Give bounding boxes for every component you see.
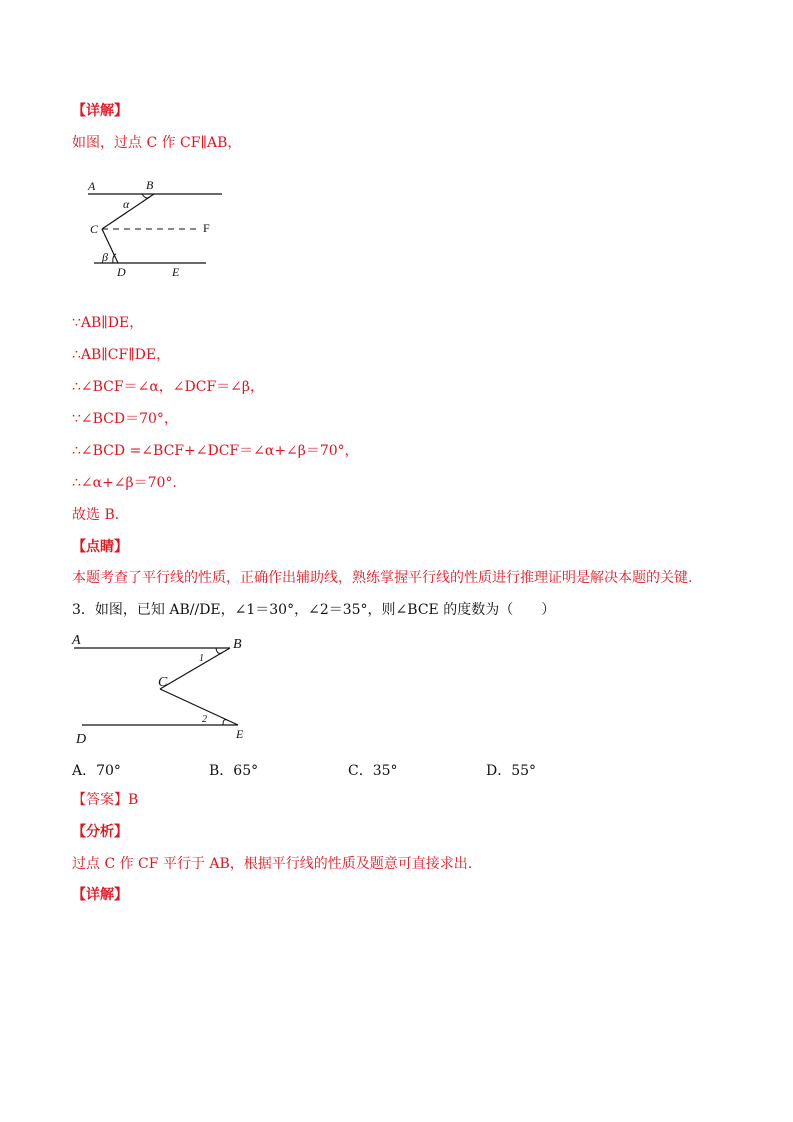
intro-line: 如图，过点 C 作 CF∥AB， [72, 135, 242, 151]
option-c: C．35° [348, 763, 398, 779]
fig2-label-d: D [76, 732, 87, 747]
option-d: D．55° [486, 763, 537, 779]
proof-line-2: ∴AB∥CF∥DE， [72, 347, 171, 363]
fig1-label-alpha: α [123, 197, 130, 211]
proof-line-3: ∴∠BCF＝∠α，∠DCF＝∠β， [72, 379, 265, 395]
option-a: A．70° [72, 763, 121, 779]
fig1-label-a: A [88, 179, 96, 193]
proof-line-5: ∴∠BCD =∠BCF+∠DCF＝∠α+∠β＝70°， [72, 443, 359, 459]
proof-line-6: ∴∠α+∠β＝70°． [72, 475, 187, 491]
analysis-heading: 【分析】 [72, 824, 128, 840]
proof-conclusion: 故选 B． [72, 507, 129, 523]
comment-heading: 【点睛】 [72, 539, 128, 555]
question-3-stem: 3．如图，已知 AB//DE，∠1＝30°，∠2＝35°，则∠BCE 的度数为（ ） [72, 602, 556, 618]
fig1-label-c: C [90, 222, 99, 236]
figure-2-parallel-lines [68, 630, 268, 750]
comment-text: 本题考查了平行线的性质，正确作出辅助线，熟练掌握平行线的性质进行推理证明是解决本题的关键. [72, 570, 693, 586]
fig1-label-f: F [203, 221, 210, 235]
analysis-text: 过点 C 作 CF 平行于 AB，根据平行线的性质及题意可直接求出. [72, 856, 473, 872]
figure-1-parallel-lines [80, 172, 250, 282]
fig2-label-e: E [236, 727, 244, 741]
q3-detail-heading: 【详解】 [72, 887, 128, 903]
proof-line-4: ∵∠BCD＝70°， [72, 411, 178, 427]
fig2-label-a: A [72, 633, 81, 648]
fig1-label-beta: β [102, 250, 108, 264]
detail-heading: 【详解】 [72, 103, 128, 119]
fig2-label-2: 2 [202, 714, 207, 725]
fig1-label-b: B [146, 178, 154, 192]
answer-line: 【答案】B [72, 792, 139, 808]
option-b: B．65° [209, 763, 259, 779]
fig2-label-b: B [233, 637, 242, 652]
fig1-label-d: D [117, 265, 126, 279]
fig2-label-c: C [158, 675, 168, 690]
fig1-label-e: E [172, 265, 180, 279]
fig2-label-1: 1 [199, 653, 204, 664]
proof-line-1: ∵AB∥DE， [72, 315, 144, 331]
